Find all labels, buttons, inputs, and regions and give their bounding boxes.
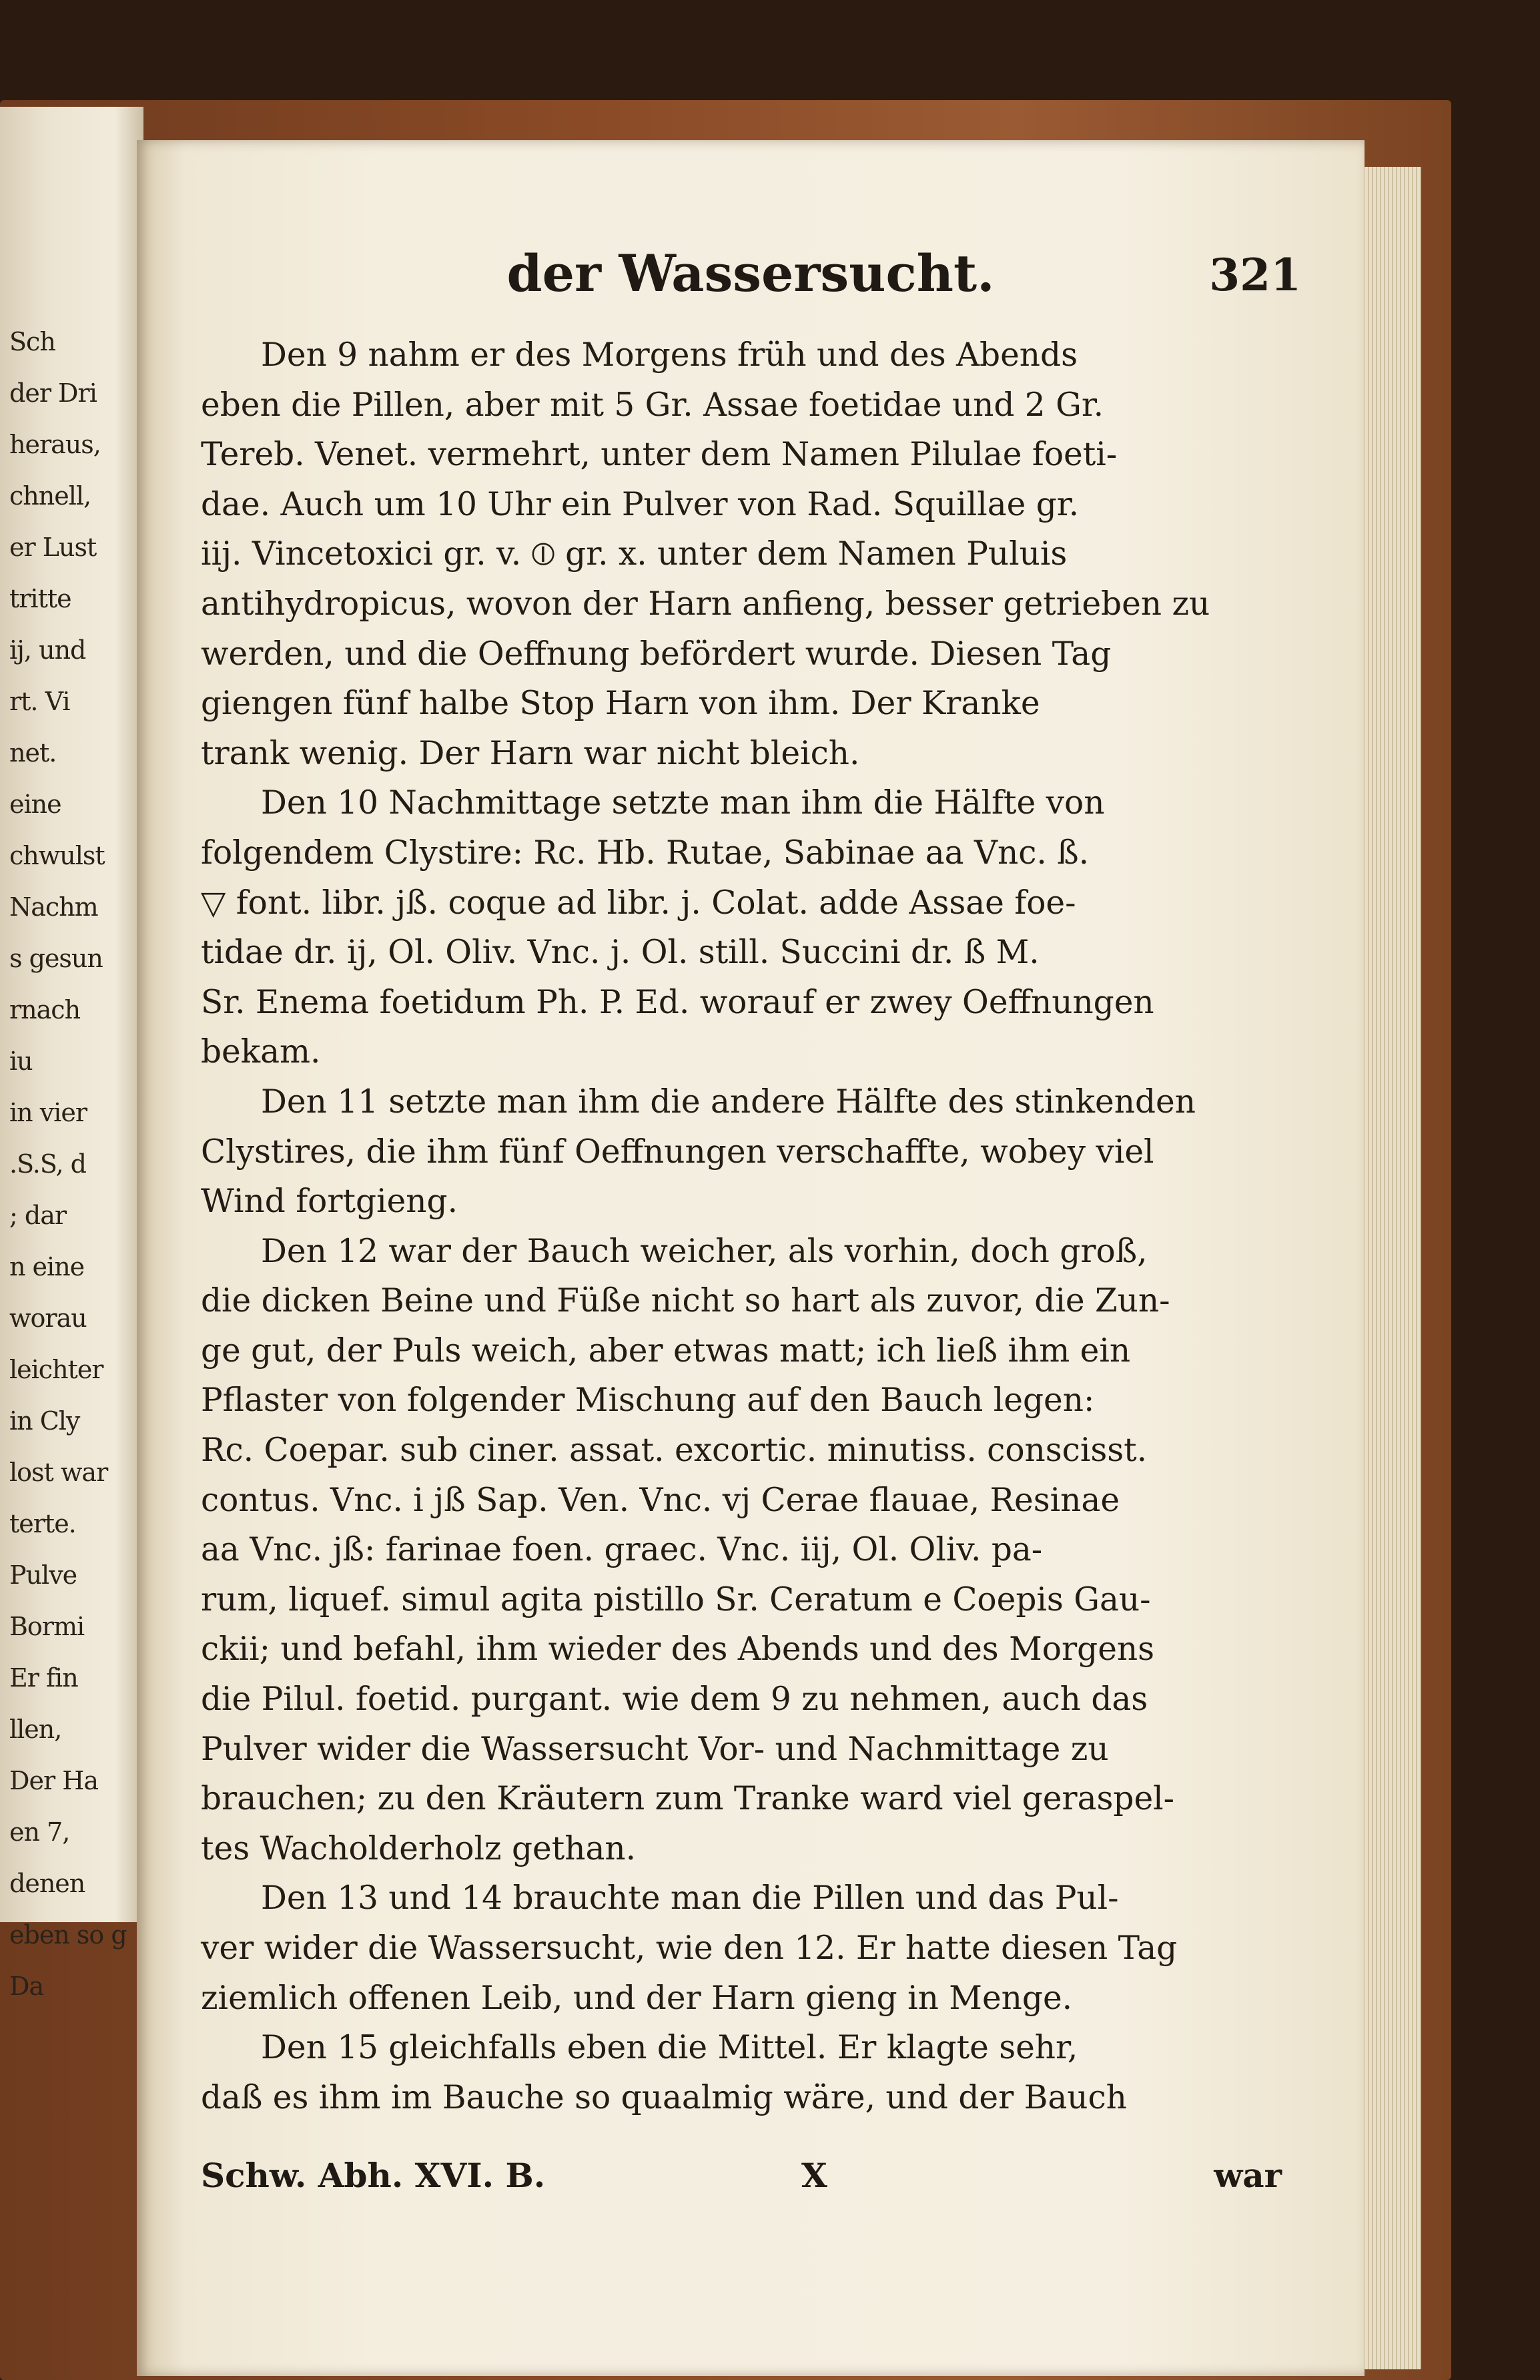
- text-line: ziemlich offenen Leib, und der Harn gieng in Menge.: [201, 1979, 1073, 2017]
- text-line: tidae dr. ij, Ol. Oliv. Vnc. j. Ol. still. Succini dr. ß M.: [201, 934, 1040, 972]
- left-page-text-fragment: chwulst: [9, 841, 105, 870]
- left-page-text-fragment: Nachm: [9, 892, 98, 922]
- left-page-text-fragment: net.: [9, 738, 57, 768]
- left-page-text-fragment: n eine: [9, 1252, 85, 1281]
- text-line: Rc. Coepar. sub ciner. assat. excortic. minutiss. conscisst.: [201, 1432, 1148, 1470]
- text-line: Pulver wider die Wassersucht Vor- und Nachmittage zu: [201, 1730, 1109, 1768]
- running-title: der Wassersucht.: [506, 244, 995, 303]
- left-page-text-fragment: denen: [9, 1869, 85, 1898]
- text-line: die dicken Beine und Füße nicht so hart als zuvor, die Zun-: [201, 1282, 1170, 1320]
- left-page-text-fragment: in Cly: [9, 1406, 80, 1436]
- left-page-text-fragment: ; dar: [9, 1201, 67, 1230]
- text-line: die Pilul. foetid. purgant. wie dem 9 zu nehmen, auch das: [201, 1681, 1148, 1719]
- left-page-text-fragment: Er fin: [9, 1663, 78, 1693]
- paragraph: [201, 2023, 1282, 2122]
- left-page-text-fragment: Bormi: [9, 1612, 85, 1641]
- text-line: giengen fünf halbe Stop Harn von ihm. Der Kranke: [201, 685, 1040, 723]
- text-line: Den 12 war der Bauch weicher, als vorhin, doch groß,: [261, 1232, 1148, 1270]
- text-line: ge gut, der Puls weich, aber etwas matt; ich ließ ihm ein: [201, 1331, 1131, 1370]
- text-line: brauchen; zu den Kräutern zum Tranke ward viel geraspel-: [201, 1780, 1175, 1818]
- left-page-text-fragment: Pulve: [9, 1560, 77, 1590]
- left-page-text-fragment: leichter: [9, 1355, 103, 1384]
- left-page-text-fragment: worau: [9, 1303, 87, 1333]
- text-line: Sr. Enema foetidum Ph. P. Ed. worauf er zwey Oeffnungen: [201, 983, 1154, 1021]
- left-page-text-fragment: lost war: [9, 1458, 108, 1487]
- left-page-text-fragment: heraus,: [9, 430, 101, 459]
- text-line: Den 10 Nachmittage setzte man ihm die Hälfte von: [261, 784, 1105, 822]
- right-page: [137, 140, 1365, 2376]
- left-page-text-fragment: Da: [9, 1972, 44, 2001]
- paragraph: [201, 1227, 1282, 1874]
- text-line: ver wider die Wassersucht, wie den 12. Er hatte diesen Tag: [201, 1929, 1178, 1967]
- text-line: ▽ font. libr. jß. coque ad libr. j. Colat. adde Assae foe-: [201, 884, 1076, 922]
- left-page-text-fragment: chnell,: [9, 481, 91, 511]
- text-line: antihydropicus, wovon der Harn anfieng, besser getrieben zu: [201, 585, 1210, 623]
- body-text: [201, 330, 1282, 2122]
- text-line: Den 9 nahm er des Morgens früh und des Abends: [261, 336, 1078, 374]
- left-page-text-fragment: rt. Vi: [9, 687, 70, 716]
- left-page-text-fragment: er Lust: [9, 533, 97, 562]
- left-page-text-fragment: en 7,: [9, 1817, 70, 1847]
- left-page-text-fragment: rnach: [9, 995, 81, 1024]
- text-line: Clystires, die ihm fünf Oeffnungen verschaffte, wobey viel: [201, 1133, 1154, 1171]
- page-edges: [1361, 167, 1421, 2369]
- text-line: trank wenig. Der Harn war nicht bleich.: [201, 734, 860, 772]
- text-line: Pflaster von folgender Mischung auf den Bauch legen:: [201, 1382, 1095, 1420]
- signature-mark: Schw. Abh. XVI. B.: [201, 2156, 546, 2195]
- text-line: tes Wacholderholz gethan.: [201, 1829, 637, 1867]
- left-page-text-fragment: Sch: [9, 327, 55, 356]
- left-page-text-fragment: tritte: [9, 584, 71, 613]
- left-page-text-fragment: Der Ha: [9, 1766, 98, 1795]
- text-line: contus. Vnc. i jß Sap. Ven. Vnc. vj Cerae flauae, Resinae: [201, 1481, 1120, 1519]
- page-footer: [201, 2156, 1282, 2209]
- paragraph: [201, 1873, 1282, 2023]
- left-page-text-fragment: llen,: [9, 1715, 62, 1744]
- text-line: rum, liquef. simul agita pistillo Sr. Ceratum e Coepis Gau-: [201, 1580, 1151, 1618]
- text-line: Tereb. Venet. vermehrt, unter dem Namen Pilulae foeti-: [201, 436, 1118, 474]
- left-page-text-fragment: terte.: [9, 1509, 76, 1538]
- paragraph: [201, 330, 1282, 778]
- catchword: war: [1214, 2156, 1282, 2195]
- left-page-text-fragment: ij, und: [9, 635, 86, 665]
- text-line: daß es ihm im Bauche so quaalmig wäre, und der Bauch: [201, 2078, 1127, 2116]
- text-line: folgendem Clystire: Rc. Hb. Rutae, Sabinae aa Vnc. ß.: [201, 834, 1090, 872]
- left-page-text-fragment: eben so g: [9, 1920, 127, 1950]
- left-page-text-fragment: der Dri: [9, 378, 97, 408]
- text-line: Den 11 setzte man ihm die andere Hälfte des stinkenden: [261, 1083, 1196, 1121]
- left-page-text-fragment: eine: [9, 790, 61, 819]
- text-line: Den 13 und 14 brauchte man die Pillen und das Pul-: [261, 1879, 1119, 1917]
- page-number: 321: [1209, 249, 1301, 301]
- text-line: eben die Pillen, aber mit 5 Gr. Assae foetidae und 2 Gr.: [201, 386, 1104, 424]
- sheet-mark: X: [801, 2156, 827, 2195]
- text-line: ckii; und befahl, ihm wieder des Abends und des Morgens: [201, 1630, 1155, 1669]
- text-line: bekam.: [201, 1033, 321, 1071]
- text-line: werden, und die Oeffnung befördert wurde. Diesen Tag: [201, 635, 1112, 673]
- text-line: dae. Auch um 10 Uhr ein Pulver von Rad. Squillae gr.: [201, 485, 1080, 523]
- page-header: [137, 244, 1365, 317]
- left-page-text-fragment: .S.S, d: [9, 1149, 86, 1179]
- paragraph: [201, 1077, 1282, 1227]
- left-page-text-fragment: s gesun: [9, 944, 103, 973]
- text-line: Den 15 gleichfalls eben die Mittel. Er klagte sehr,: [261, 2029, 1078, 2067]
- text-line: iij. Vincetoxici gr. v. ⦶ gr. x. unter dem Namen Puluis: [201, 535, 1068, 573]
- paragraph: [201, 778, 1282, 1077]
- text-line: Wind fortgieng.: [201, 1183, 458, 1221]
- left-page-text-fragment: iu: [9, 1047, 33, 1076]
- left-page-text-fragment: in vier: [9, 1098, 87, 1127]
- left-page-fragment: [0, 107, 143, 2001]
- text-line: aa Vnc. jß: farinae foen. graec. Vnc. iij, Ol. Oliv. pa-: [201, 1531, 1043, 1569]
